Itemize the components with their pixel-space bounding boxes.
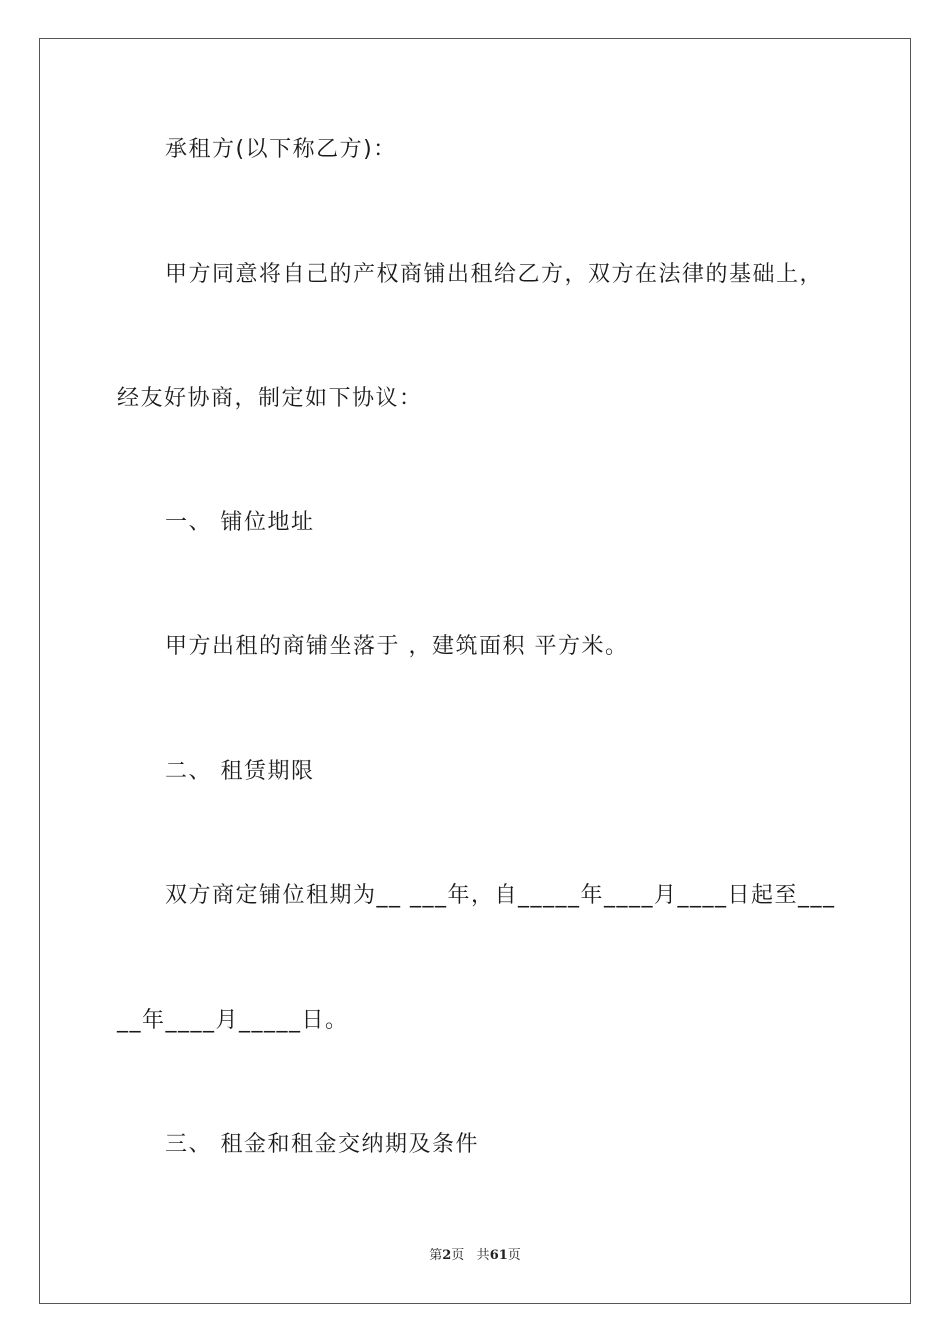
page-footer (0, 1248, 950, 1264)
footer-page-number: 2 (442, 1248, 452, 1263)
footer-total-suffix: 页 (507, 1248, 521, 1263)
lease-term-line-1: 双方商定铺位租期为__ ___年，自_____年____月____日起至___ (165, 883, 836, 908)
lease-term-line-2: __年____月_____日。 (117, 1008, 349, 1033)
footer-total-pages: 61 (489, 1248, 508, 1263)
shop-location-line: 甲方出租的商铺坐落于 ，建筑面积 平方米。 (165, 634, 629, 659)
page-frame (39, 38, 911, 1304)
section-1-heading: 一、 铺位地址 (165, 510, 315, 535)
agreement-intro-line-2: 经友好协商，制定如下协议： (117, 386, 423, 411)
section-3-heading: 三、 租金和租金交纳期及条件 (165, 1132, 479, 1157)
footer-page-suffix: 页 (451, 1248, 465, 1263)
footer-total-prefix: 共 (476, 1248, 490, 1263)
agreement-intro-line-1: 甲方同意将自己的产权商铺出租给乙方，双方在法律的基础上， (165, 262, 824, 287)
lessee-line: 承租方(以下称乙方)： (165, 137, 397, 162)
footer-page-prefix: 第 (429, 1248, 443, 1263)
section-2-heading: 二、 租赁期限 (165, 759, 315, 784)
